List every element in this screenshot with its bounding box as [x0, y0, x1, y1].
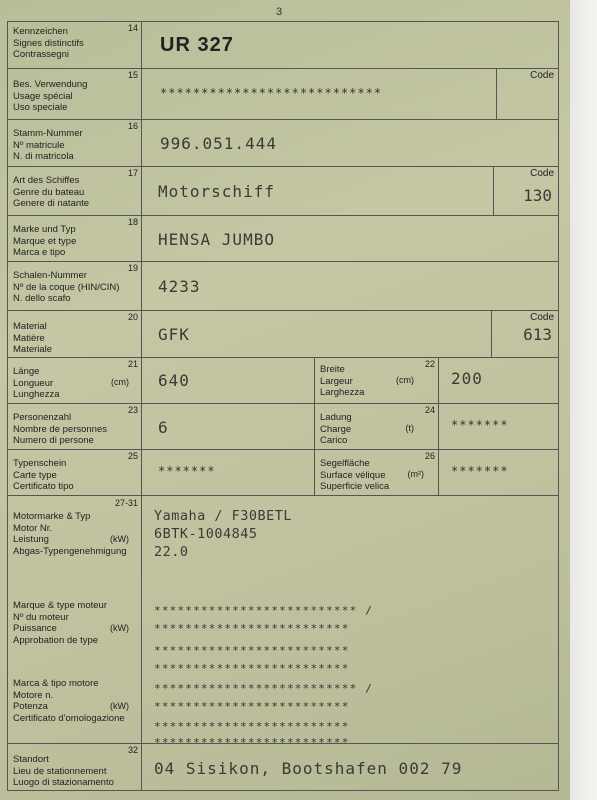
value-motor-number: 6BTK-1004845	[154, 526, 258, 542]
label-motor-it: Marca & tipo motore Motore n. Potenza Certificato d'omologazione	[13, 678, 125, 724]
value-laenge: 640	[158, 371, 190, 390]
value-motor-power: 22.0	[154, 544, 189, 560]
code-verwendung: Code	[496, 69, 558, 119]
stars-line: *************************	[154, 736, 350, 749]
row-motor	[8, 496, 558, 749]
label-motor-fr: Marque & type moteur Nº du moteur Puissance Approbation de type	[13, 600, 107, 646]
value-motor-type: Yamaha / F30BETL	[154, 508, 293, 524]
value-kennzeichen: UR 327	[160, 34, 234, 56]
label-schalen: 19 Schalen-Nummer Nº de la coque (HIN/CIN) N. dello scafo	[8, 262, 142, 310]
label-verwendung: 15 Bes. Verwendung Usage spécial Uso speciale	[8, 69, 142, 119]
value-material: GFK	[158, 325, 190, 344]
value-typenschein: *******	[158, 464, 216, 478]
stars-line: *************************	[154, 644, 350, 657]
value-art: Motorschiff	[158, 182, 275, 201]
value-verwendung: ***************************	[160, 86, 383, 100]
label-kennzeichen: 14 Kennzeichen Signes distinctifs Contrassegni	[8, 22, 142, 68]
row-standort	[8, 744, 558, 790]
registration-form	[7, 21, 559, 791]
stars-line: *************************	[154, 622, 350, 635]
stars-line: *************************	[154, 662, 350, 675]
row-typenschein-segel	[8, 450, 558, 496]
label-breite: 22 Breite Largeur Larghezza (cm)	[314, 358, 439, 403]
label-laenge: 21 Länge Longueur Lunghezza (cm)	[8, 358, 142, 403]
label-material: 20 Material Matière Materiale	[8, 311, 142, 357]
label-marke: 18 Marke und Typ Marque et type Marca e tipo	[8, 216, 142, 261]
label-personen: 23 Personenzahl Nombre de personnes Numero di persone	[8, 404, 142, 449]
value-marke: HENSA JUMBO	[158, 230, 275, 249]
page-number: 3	[276, 6, 283, 18]
row-kennzeichen	[8, 22, 558, 69]
label-art: 17 Art des Schiffes Genre du bateau Genere di natante	[8, 167, 142, 215]
label-typenschein: 25 Typenschein Carte type Certificato tipo	[8, 450, 142, 495]
row-personen-ladung	[8, 404, 558, 450]
value-segel: *******	[451, 464, 509, 478]
row-schalen	[8, 262, 558, 311]
value-ladung: *******	[451, 418, 509, 432]
label-segel: 26 Segelfläche Surface vélique Superficie velica (m²)	[314, 450, 439, 495]
page-edge	[570, 0, 597, 800]
stars-line: ************************** /	[154, 604, 374, 617]
value-schalen: 4233	[158, 277, 201, 296]
code-art: Code 130	[493, 167, 558, 215]
value-standort: 04 Sisikon, Bootshafen 002 79	[154, 759, 463, 778]
value-breite: 200	[451, 369, 483, 388]
row-marke	[8, 216, 558, 262]
row-art	[8, 167, 558, 216]
label-motor: 27-31 Motormarke & Typ Motor Nr. Leistung Abgas-Typengenehmigung (kW) Marque & type moteur Nº du moteur Puissance Approbation de type (kW) Marca & tipo motore Motore n. Potenza Certificato d'omologazione (kW)	[8, 496, 142, 743]
value-stamm: 996.051.444	[160, 134, 277, 153]
code-material: Code 613	[491, 311, 558, 357]
label-ladung: 24 Ladung Charge Carico (t)	[314, 404, 439, 449]
stars-line: *************************	[154, 720, 350, 733]
stars-line: *************************	[154, 700, 350, 713]
label-standort: 32 Standort Lieu de stationnement Luogo di stazionamento	[8, 744, 142, 790]
row-stamm	[8, 120, 558, 167]
row-verwendung	[8, 69, 558, 120]
row-material	[8, 311, 558, 358]
stars-line: ************************** /	[154, 682, 374, 695]
value-personen: 6	[158, 418, 169, 437]
label-stamm: 16 Stamm-Nummer Nº matricule N. di matricola	[8, 120, 142, 166]
row-laenge-breite	[8, 358, 558, 404]
label-motor-de: Motormarke & Typ Motor Nr. Leistung Abgas-Typengenehmigung	[13, 511, 127, 557]
